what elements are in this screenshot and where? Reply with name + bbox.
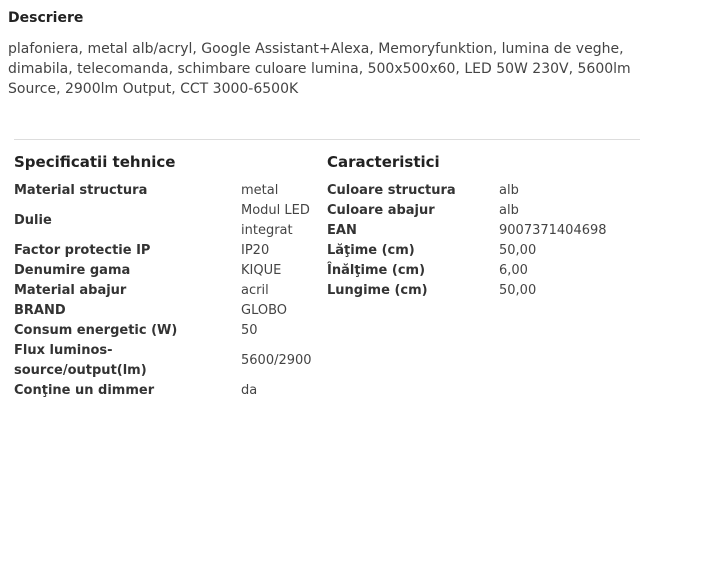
feature-label: Culoare structura: [327, 183, 456, 198]
spec-value: da: [241, 383, 258, 398]
spec-label: BRAND: [14, 303, 66, 318]
spec-value: Modul LED integrat: [241, 203, 310, 238]
spec-label: Denumire gama: [14, 263, 131, 278]
spec-label: Factor protectie IP: [14, 243, 151, 258]
table-row: [14, 181, 314, 201]
table-row: [14, 301, 314, 321]
feature-label: Lungime (cm): [327, 283, 428, 298]
spec-label: Material structura: [14, 183, 148, 198]
spec-value: acril: [241, 283, 269, 298]
spec-value: GLOBO: [241, 303, 288, 318]
table-row: [14, 341, 314, 381]
feature-value: 9007371404698: [499, 223, 607, 238]
technical-specs-title: Specificatii tehnice: [14, 153, 176, 171]
description-heading: Descriere: [8, 10, 84, 26]
spec-label: Dulie: [14, 213, 52, 228]
characteristics-section: [327, 152, 627, 301]
section-divider: [14, 139, 640, 140]
table-row: [327, 261, 627, 281]
feature-label: Culoare abajur: [327, 203, 435, 218]
table-row: [14, 261, 314, 281]
feature-label: EAN: [327, 223, 357, 238]
table-row: [14, 241, 314, 261]
table-row: [327, 181, 627, 201]
spec-label: Material abajur: [14, 283, 127, 298]
technical-specs-section: [14, 152, 314, 401]
feature-value: 6,00: [499, 263, 528, 278]
table-row: [14, 381, 314, 401]
table-row: [327, 281, 627, 301]
spec-value: 50: [241, 323, 258, 338]
description-text: plafoniera, metal alb/acryl, Google Assistant+Alexa, Memoryfunktion, lumina de veghe, dimabila, telecomanda, schimbare culoare lumina, 500x500x60, LED 50W 230V, 5600lm Source, 2900lm Output, CCT 3000-6500K: [8, 41, 631, 97]
feature-label: Lăţime (cm): [327, 243, 415, 258]
spec-value: 5600/2900: [241, 353, 312, 368]
spec-value: IP20: [241, 243, 270, 258]
feature-value: alb: [499, 183, 519, 198]
feature-value: 50,00: [499, 283, 537, 298]
feature-value: 50,00: [499, 243, 537, 258]
characteristics-title: Caracteristici: [327, 153, 440, 171]
spec-label: Consum energetic (W): [14, 323, 178, 338]
table-row: [327, 201, 627, 221]
spec-value: metal: [241, 183, 279, 198]
spec-label: Flux luminos-source/output(lm): [14, 343, 147, 378]
spec-value: KIQUE: [241, 263, 282, 278]
table-row: [14, 321, 314, 341]
feature-label: Înălţime (cm): [327, 263, 426, 278]
table-row: [327, 241, 627, 261]
table-row: [327, 221, 627, 241]
feature-value: alb: [499, 203, 519, 218]
spec-label: Conţine un dimmer: [14, 383, 155, 398]
technical-specs-table: [14, 181, 314, 401]
characteristics-table: [327, 181, 627, 301]
table-row: [14, 201, 314, 241]
table-row: [14, 281, 314, 301]
